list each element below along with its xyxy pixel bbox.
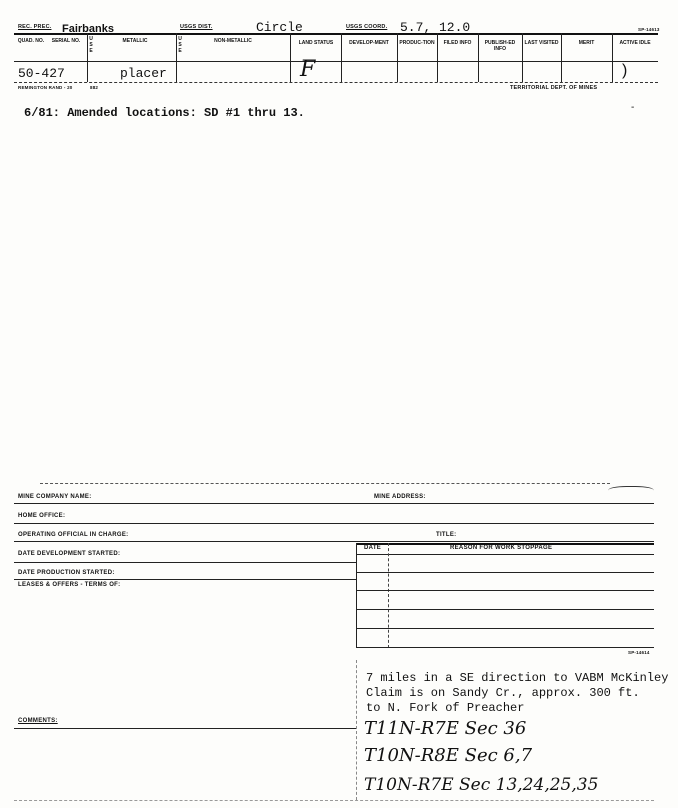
date-header: DATE [364,545,382,551]
active-idle-value: ) [622,62,628,79]
col-metallic: METALLIC [122,38,148,44]
amended-locations-note: 6/81: Amended locations: SD #1 thru 13. [24,106,305,120]
col-last-visited: LAST VISITED [524,40,559,46]
col-quad-no: QUAD. NO. [17,38,45,44]
col-land-status: LAND STATUS [298,40,334,46]
reason-stoppage-header: REASON FOR WORK STOPPAGE [450,545,553,551]
col-active-idle: ACTIVE IDLE [619,40,651,46]
col-merit: MERIT [578,40,595,46]
comments-label: COMMENTS: [18,718,58,724]
col-filed-info: FILED INFO [443,40,472,46]
territorial-footer: TERRITORIAL DEPT. OF MINES [510,85,598,91]
usgs-dist-label: USGS DIST. [180,24,213,30]
remington-footer: REMINGTON RAND - 20 [18,85,73,90]
location-line-3: to N. Fork of Preacher [366,701,525,715]
rec-prec-label: REC. PREC. [18,24,52,30]
bottom-top-dash [40,483,610,484]
col-use-nonmetallic: U S E [178,36,182,54]
handwritten-township-3: T10N-R7E Sec 13,24,25,35 [364,775,599,795]
location-line-1: 7 miles in a SE direction to VABM McKinley [366,671,669,685]
footer-code: 882 [90,85,99,90]
quad-serial-value: 50-427 [18,66,65,81]
col-serial-no: SERIAL NO. [51,38,81,44]
handwritten-township-2: T10N-R8E Sec 6,7 [364,745,533,766]
date-development-label: DATE DEVELOPMENT STARTED: [18,551,121,557]
metallic-value: placer [120,66,167,81]
bottom-form-number: SP-14614 [628,650,650,655]
col-development: DEVELOP-MENT [349,40,389,46]
home-office-label: HOME OFFICE: [18,513,66,519]
top-bottom-rule [14,82,658,83]
rec-prec-value: Fairbanks [62,23,114,35]
top-form-number: SP-14613 [638,27,660,32]
col-use-metallic: U S E [89,36,93,54]
date-production-label: DATE PRODUCTION STARTED: [18,570,115,576]
operating-official-label: OPERATING OFFICIAL IN CHARGE: [18,532,129,538]
location-line-2: Claim is on Sandy Cr., approx. 300 ft. [366,686,640,700]
leases-offers-label: LEASES & OFFERS - TERMS OF: [18,582,121,588]
handwritten-township-1: T11N-R7E Sec 36 [364,718,527,739]
col-production: PRODUC-TION [399,40,435,46]
mine-company-name-label: MINE COMPANY NAME: [18,494,92,500]
col-nonmetallic: NON-METALLIC [214,38,252,44]
title-label: TITLE: [436,532,457,538]
stray-mark: - [631,102,635,113]
land-status-value: F [300,57,316,82]
usgs-dist-value: Circle [256,20,303,35]
usgs-coord-label: USGS COORD. [346,24,388,30]
usgs-coord-value: 5.7, 12.0 [400,20,471,35]
col-published-info: PUBLISH-ED INFO [484,40,516,52]
mine-address-label: MINE ADDRESS: [374,494,426,500]
